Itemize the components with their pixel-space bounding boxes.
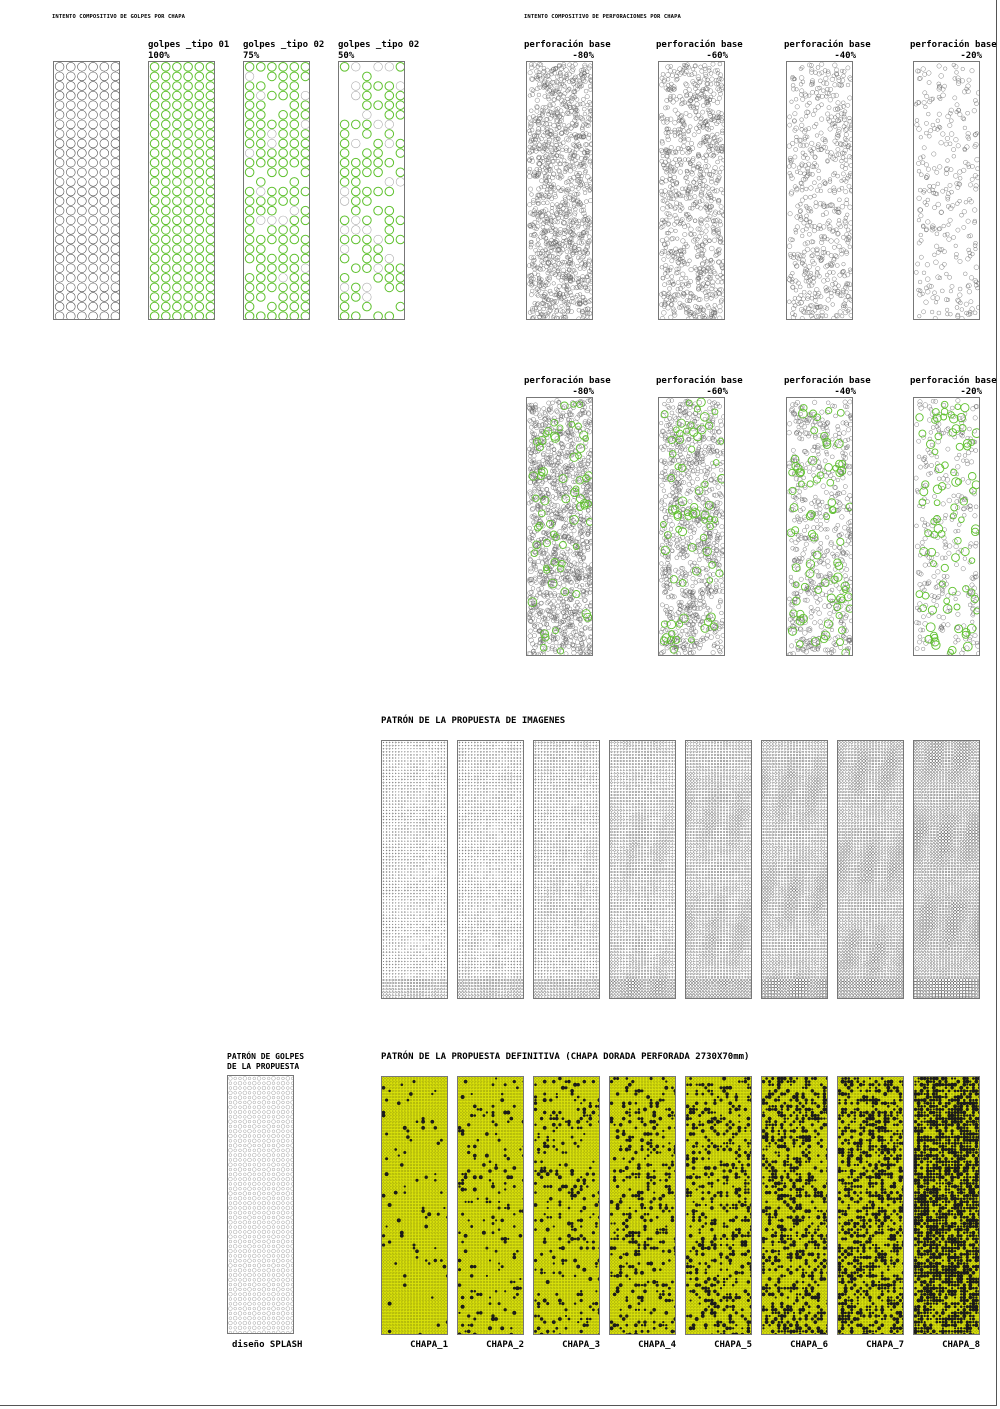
definitive-title: PATRÓN DE LA PROPUESTA DEFINITIVA (CHAPA DORADA PERFORADA 2730X70mm) <box>381 1052 749 1062</box>
splash-panel <box>227 1075 294 1334</box>
image-pattern-panel <box>381 740 448 999</box>
plate-label: CHAPA_1 <box>401 1340 448 1350</box>
definitive-plate <box>533 1076 600 1335</box>
plate-label: CHAPA_6 <box>781 1340 828 1350</box>
definitive-plate <box>761 1076 828 1335</box>
image-pattern-panel <box>609 740 676 999</box>
definitive-plate <box>685 1076 752 1335</box>
perf-panel-80 <box>526 61 593 320</box>
plate-label: CHAPA_5 <box>705 1340 752 1350</box>
perf-mix-panel-80 <box>526 397 593 656</box>
image-pattern-panel <box>761 740 828 999</box>
image-pattern-panel <box>837 740 904 999</box>
images-pattern-title: PATRÓN DE LA PROPUESTA DE IMAGENES <box>381 716 565 726</box>
perf-label-2: perforación base -60% <box>656 40 728 62</box>
perforaciones-section-title: INTENTO COMPOSITIVO DE PERFORACIONES POR CHAPA <box>524 14 681 20</box>
golpes-label-2: golpes _tipo 02 75% <box>243 40 324 62</box>
perf-label-1: perforación base -80% <box>524 40 594 62</box>
golpes-label-1: golpes _tipo 01 100% <box>148 40 229 62</box>
perf-mix-label-1: perforación base -80% <box>524 376 594 398</box>
perf-mix-label-4: perforación base -20% <box>910 376 982 398</box>
golpes-panel-base <box>53 61 120 320</box>
image-pattern-panel <box>913 740 980 999</box>
perf-label-4: perforación base -20% <box>910 40 982 62</box>
golpes-panel-tipo02-50 <box>338 61 405 320</box>
perf-mix-label-3: perforación base -40% <box>784 376 856 398</box>
plate-label: CHAPA_4 <box>629 1340 676 1350</box>
definitive-plate <box>609 1076 676 1335</box>
splash-caption: diseño SPLASH <box>232 1340 302 1350</box>
perf-mix-panel-20 <box>913 397 980 656</box>
image-pattern-panel <box>533 740 600 999</box>
definitive-plate <box>837 1076 904 1335</box>
perf-mix-panel-60 <box>658 397 725 656</box>
perf-mix-panel-40 <box>786 397 853 656</box>
golpes-panel-tipo02-75 <box>243 61 310 320</box>
perf-panel-60 <box>658 61 725 320</box>
splash-title: PATRÓN DE GOLPES DE LA PROPUESTA <box>227 1052 304 1072</box>
perf-label-3: perforación base -40% <box>784 40 856 62</box>
plate-label: CHAPA_3 <box>553 1340 600 1350</box>
perf-panel-20 <box>913 61 980 320</box>
perf-mix-label-2: perforación base -60% <box>656 376 728 398</box>
definitive-plate <box>381 1076 448 1335</box>
definitive-plate <box>913 1076 980 1335</box>
golpes-panel-tipo01-100 <box>148 61 215 320</box>
definitive-plate <box>457 1076 524 1335</box>
image-pattern-panel <box>457 740 524 999</box>
golpes-section-title: INTENTO COMPOSITIVO DE GOLPES POR CHAPA <box>52 14 185 20</box>
plate-label: CHAPA_8 <box>933 1340 980 1350</box>
image-pattern-panel <box>685 740 752 999</box>
plate-label: CHAPA_2 <box>477 1340 524 1350</box>
plate-label: CHAPA_7 <box>857 1340 904 1350</box>
perf-panel-40 <box>786 61 853 320</box>
golpes-label-3: golpes _tipo 02 50% <box>338 40 419 62</box>
